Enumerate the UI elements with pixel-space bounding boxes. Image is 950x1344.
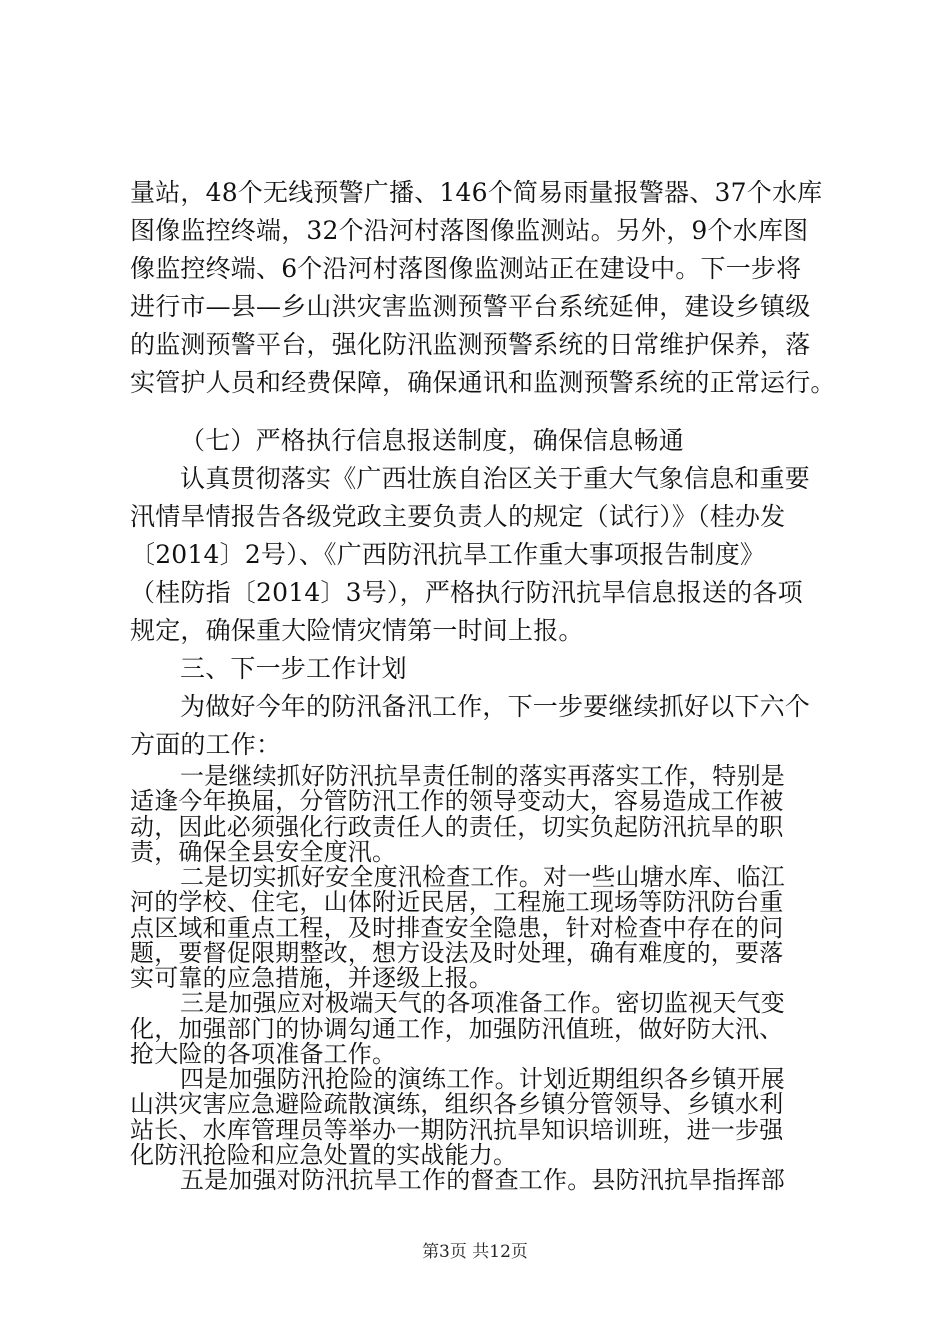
- section-heading: 三、下一步工作计划: [180, 654, 407, 683]
- body-line: 点区域和重点工程，及时排查安全隐患，针对检查中存在的问: [130, 914, 784, 942]
- body-line: 实可靠的应急措施，并逐级上报。: [130, 964, 493, 992]
- page-number-footer: 第3页 共12页: [422, 1242, 528, 1262]
- body-line: 五是加强对防汛抗旱工作的督查工作。县防汛抗旱指挥部: [180, 1166, 785, 1194]
- body-line: 实管护人员和经费保障，确保通讯和监测预警系统的正常运行。: [130, 368, 836, 397]
- body-line: 题，要督促限期整改，想方设法及时处理，确有难度的，要落: [130, 939, 784, 967]
- body-line: 规定，确保重大险情灾情第一时间上报。: [130, 616, 584, 645]
- section-heading: （七）严格执行信息报送制度，确保信息畅通: [180, 426, 685, 455]
- body-line: 二是切实抓好安全度汛检查工作。对一些山塘水库、临江: [180, 863, 785, 891]
- body-line: 图像监控终端，32个沿河村落图像监测站。另外，9个水库图: [130, 216, 809, 245]
- body-line: 山洪灾害应急避险疏散演练，组织各乡镇分管领导、乡镇水利: [130, 1090, 784, 1118]
- body-line: 认真贯彻落实《广西壮族自治区关于重大气象信息和重要: [180, 464, 811, 493]
- body-line: 适逢今年换届，分管防汛工作的领导变动大，容易造成工作被: [130, 787, 784, 815]
- body-line: 量站，48个无线预警广播、146个简易雨量报警器、37个水库: [130, 178, 823, 207]
- body-line: 方面的工作：: [130, 730, 282, 759]
- body-line: 河的学校、住宅，山体附近民居，工程施工现场等防汛防台重: [130, 888, 784, 916]
- body-line: 四是加强防汛抢险的演练工作。计划近期组织各乡镇开展: [180, 1065, 785, 1093]
- body-line: 动，因此必须强化行政责任人的责任，切实负起防汛抗旱的职: [130, 813, 784, 841]
- body-line: 〔2014〕2号）、《广西防汛抗旱工作重大事项报告制度》: [130, 540, 766, 569]
- body-line: （桂防指〔2014〕3号），严格执行防汛抗旱信息报送的各项: [130, 578, 803, 607]
- body-line: 汛情旱情报告各级党政主要负责人的规定（试行）》（桂办发: [130, 502, 786, 531]
- body-line: 抢大险的各项准备工作。: [130, 1040, 397, 1068]
- body-line: 像监控终端、6个沿河村落图像监测站正在建设中。下一步将: [130, 254, 802, 283]
- body-line: 站长、水库管理员等举办一期防汛抗旱知识培训班，进一步强: [130, 1116, 784, 1144]
- body-line: 的监测预警平台，强化防汛监测预警系统的日常维护保养，落: [130, 330, 811, 359]
- body-line: 进行市—县—乡山洪灾害监测预警平台系统延伸，建设乡镇级: [130, 292, 811, 321]
- body-line: 三是加强应对极端天气的各项准备工作。密切监视天气变: [180, 989, 785, 1017]
- body-line: 一是继续抓好防汛抗旱责任制的落实再落实工作，特别是: [180, 762, 785, 790]
- body-line: 化防汛抢险和应急处置的实战能力。: [130, 1141, 518, 1169]
- body-line: 责，确保全县安全度汛。: [130, 838, 397, 866]
- body-line: 化，加强部门的协调勾通工作，加强防汛值班，做好防大汛、: [130, 1015, 784, 1043]
- body-line: 为做好今年的防汛备汛工作，下一步要继续抓好以下六个: [180, 692, 811, 721]
